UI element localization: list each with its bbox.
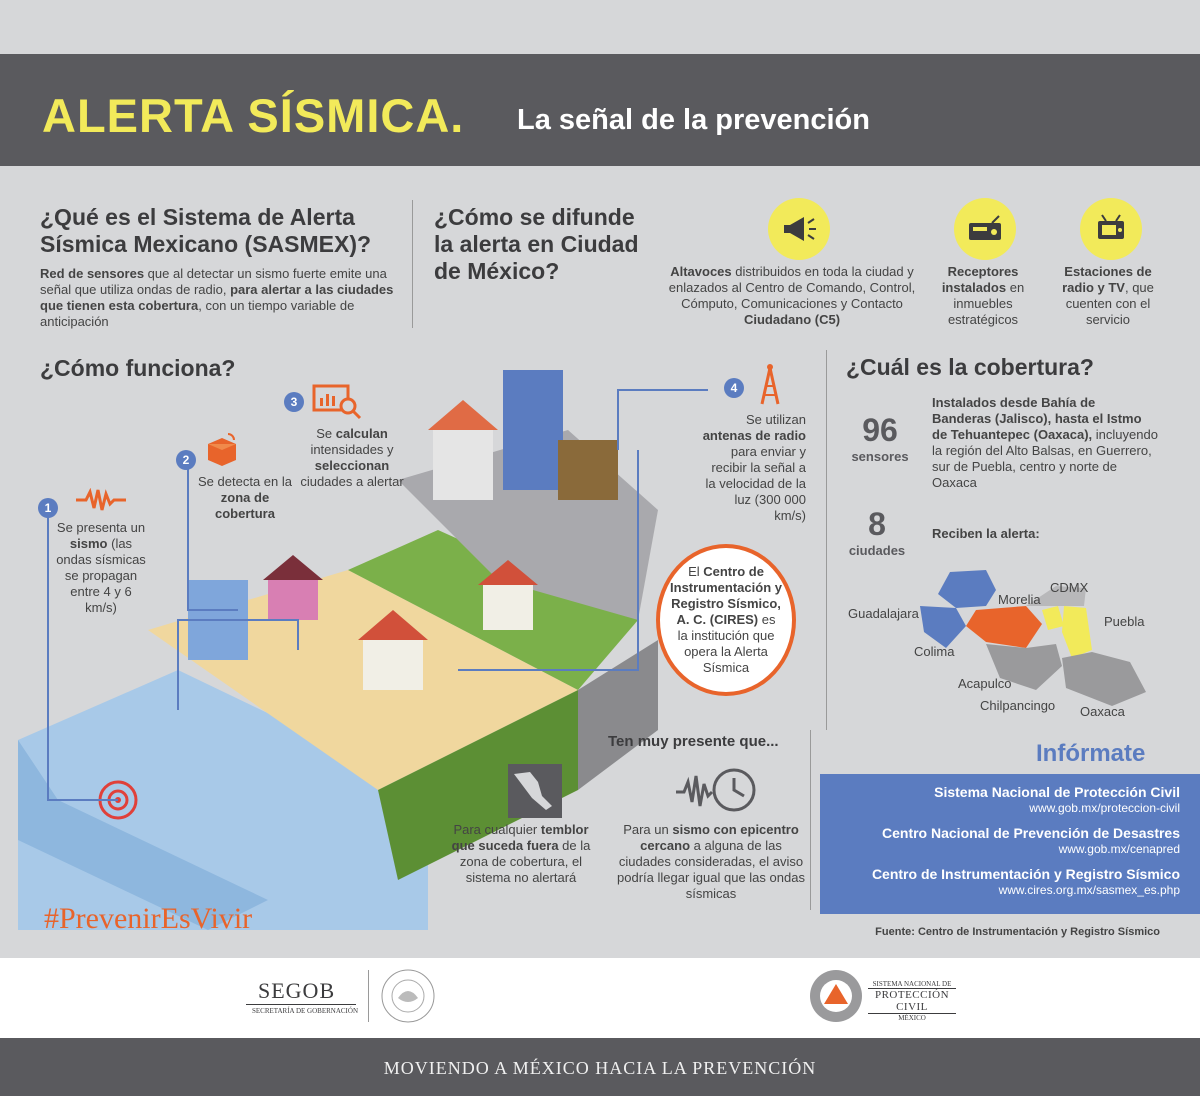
epicentro-text: Para un sismo con epicentro cercano a alguna de las ciudades consideradas, el aviso podría llegar igual que las ondas sísmicas (617, 822, 805, 901)
antenna-icon (758, 362, 782, 406)
divider (368, 970, 369, 1022)
divider (412, 200, 413, 328)
map-label-colima: Colima (914, 644, 955, 659)
step-3-text: Se calculan intensidades y seleccionan ciudades a alertar (300, 426, 404, 489)
informate-heading: Infórmate (1036, 740, 1146, 767)
sensor-box-icon (204, 432, 240, 468)
logo-band (0, 958, 1200, 1038)
map-label-puebla: Puebla (1104, 614, 1145, 629)
sensors-count: 96 sensores (851, 412, 909, 464)
cires-circle (656, 544, 796, 696)
segob-subtitle: SECRETARÍA DE GOBERNACIÓN (252, 1007, 358, 1015)
hashtag: #PrevenirEsVivir (44, 902, 253, 935)
step-4-text: Se utilizan antenas de radio para enviar y recibir la señal a la velocidad de la luz (300 000 km/s) (702, 412, 806, 523)
divider (810, 730, 811, 910)
proteccion-civil-icon (806, 966, 866, 1026)
divider (246, 1004, 356, 1005)
map-colima (920, 606, 966, 648)
page-title: ALERTA SÍSMICA. (42, 89, 465, 142)
receptores-text: Receptores instalados en inmuebles estratégicos (941, 264, 1025, 327)
radio-tv-icon (1080, 198, 1142, 260)
step-4-number: 4 (724, 378, 744, 398)
pc-logo-text: SISTEMA NACIONAL DE PROTECCIÓN CIVIL MÉXICO (868, 980, 956, 1022)
map-label-chilpancingo: Chilpancingo (980, 698, 1056, 713)
roof-red (428, 400, 498, 430)
map-jalisco (938, 570, 996, 608)
skyscraper (503, 370, 563, 490)
seismic-wave-icon (76, 488, 126, 512)
step-2-text: Se detecta en la zona de cobertura (198, 474, 292, 521)
altavoces-text: Altavoces distribuidos en toda la ciudad y enlazados al Centro de Comando, Control, Cómputo, Comunicaciones y Contacto Ciudadano (C5) (668, 264, 916, 327)
step-2-number: 2 (176, 450, 196, 470)
map-oaxaca (1062, 652, 1146, 706)
map-michoacan (966, 606, 1042, 648)
map-label-morelia: Morelia (998, 592, 1041, 607)
building-brown (558, 440, 618, 500)
monitor-magnifier-icon (312, 384, 362, 422)
map-label-acapulco: Acapulco (958, 676, 1012, 691)
map-cdmx (1042, 606, 1064, 630)
link-org: Centro Nacional de Prevención de Desastres (882, 825, 1180, 841)
radio-receiver-icon (954, 198, 1016, 260)
que-es-text: Red de sensores que al detectar un sismo fuerte emite una señal que utiliza ondas de radio, para alertar a las ciudades que tienen esta cobertura, con un tiempo variable de anticipación (40, 266, 394, 329)
map-label-oaxaca: Oaxaca (1080, 704, 1125, 719)
house-white (363, 640, 423, 690)
link-org: Sistema Nacional de Protección Civil (934, 784, 1180, 800)
estaciones-text: Estaciones de radio y TV, que cuenten con el servicio (1062, 264, 1154, 327)
step-1-number: 1 (38, 498, 58, 518)
source-note: Fuente: Centro de Instrumentación y Registro Sísmico (875, 926, 1160, 938)
map-outside-icon (508, 764, 562, 818)
link-url[interactable]: www.cires.org.mx/sasmex_es.php (998, 883, 1180, 897)
link-org: Centro de Instrumentación y Registro Sísmico (871, 866, 1180, 882)
map-puebla (1062, 606, 1092, 658)
map-label-guadalajara: Guadalajara (848, 606, 919, 621)
sensors-text: Instalados desde Bahía de Banderas (Jalisco), hasta el Istmo de Tehuantepec (Oaxaca), incluyendo la región del Alto Balsas, en Guerrero, sur de Puebla, centro y norte de Oaxaca (932, 395, 1158, 490)
page-subtitle: La señal de la prevención (517, 104, 870, 136)
cires-text: El Centro de Instrumentación y Registro Sísmico, A. C. (CIRES) es la institución que opera la Alerta Sísmica (670, 564, 782, 675)
building-white (433, 430, 493, 500)
cities-count: 8 ciudades (848, 506, 906, 558)
cobertura-heading: ¿Cuál es la cobertura? (846, 354, 1094, 380)
megaphone-icon (768, 198, 830, 260)
link-url[interactable]: www.gob.mx/proteccion-civil (1029, 801, 1180, 815)
seismic-clock-icon (676, 762, 760, 818)
outside-text: Para cualquier temblor que suceda fuera de la zona de cobertura, el sistema no alertará (451, 822, 591, 885)
ten-presente-heading: Ten muy presente que... (608, 733, 779, 750)
funciona-heading: ¿Cómo funciona? (40, 355, 236, 381)
link-url[interactable]: www.gob.mx/cenapred (1058, 842, 1180, 856)
roof-maroon (263, 555, 323, 580)
house-white-2 (483, 585, 533, 630)
footer-slogan: MOVIENDO A MÉXICO HACIA LA PREVENCIÓN (383, 1058, 817, 1078)
divider (826, 350, 827, 730)
step-3-number: 3 (284, 392, 304, 412)
que-es-heading: ¿Qué es el Sistema de Alerta Sísmica Mexicano (SASMEX)? (40, 204, 372, 257)
mexico-seal-icon (378, 968, 438, 1024)
house-pink (268, 580, 318, 620)
informate-box (820, 774, 1200, 914)
step-1-text: Se presenta un sismo (las ondas sísmicas se propagan entre 4 y 6 km/s) (56, 520, 146, 615)
segob-logo: SEGOB (258, 978, 336, 1003)
difunde-heading: ¿Cómo se difunde la alerta en Ciudad de México? (434, 204, 639, 284)
cities-text: Reciben la alerta: (932, 526, 1040, 541)
coverage-map (916, 566, 1166, 716)
map-label-cdmx: CDMX (1050, 580, 1089, 595)
connector-4 (618, 390, 708, 450)
